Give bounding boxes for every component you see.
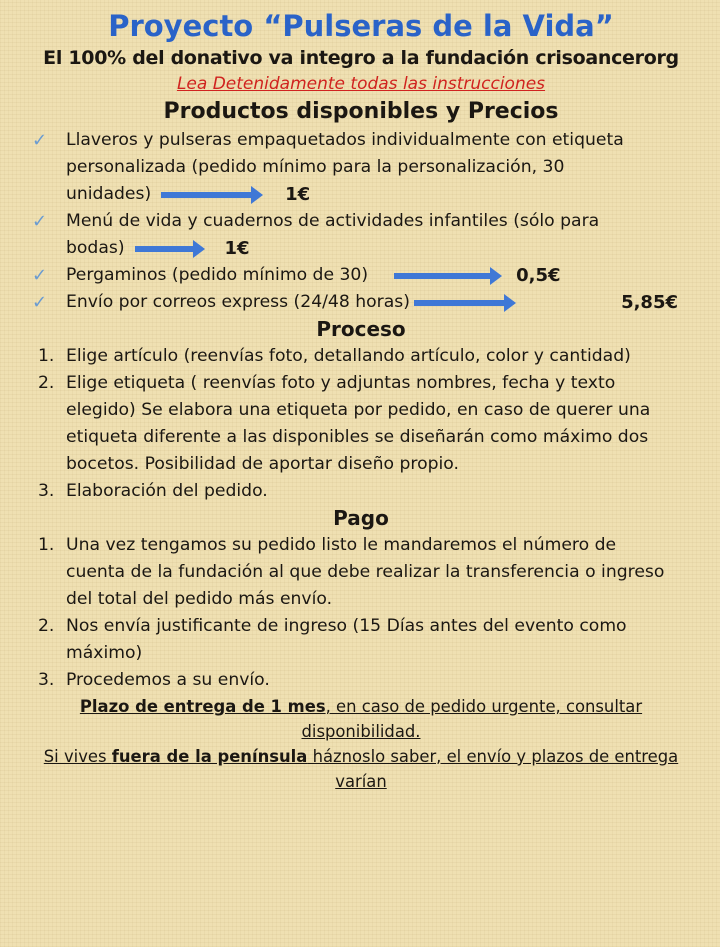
check-icon: ✓ (32, 265, 48, 286)
arrow-icon (135, 246, 195, 252)
outside-note-text: háznoslo saber, el envío y plazos de entrega (307, 747, 679, 766)
payment-steps (20, 532, 702, 694)
step-number: 2. (38, 373, 55, 393)
outside-note-text: varían (335, 772, 387, 791)
step-line: Elige etiqueta ( reenvías foto y adjuntas nombres, fecha y texto (66, 373, 616, 393)
list-item (20, 370, 702, 478)
step-line: etiqueta diferente a las disponibles se diseñarán como máximo dos (66, 427, 649, 447)
product-line: Menú de vida y cuadernos de actividades infantiles (sólo para (66, 211, 600, 231)
payment-heading: Pago (333, 506, 389, 530)
subtitle: El 100% del donativo va integro a la fundación crisoancerorg (43, 47, 679, 69)
list-item (20, 478, 702, 505)
step-line: Una vez tengamos su pedido listo le mandaremos el número de (66, 535, 617, 555)
product-item-shipping (20, 289, 702, 316)
step-line: del total del pedido más envío. (66, 589, 333, 609)
delivery-note (20, 694, 702, 744)
arrow-icon (161, 192, 253, 198)
outside-peninsula-note (20, 744, 702, 794)
step-line: bocetos. Posibilidad de aportar diseño propio. (66, 454, 459, 474)
check-icon: ✓ (32, 211, 48, 232)
product-line: Pergaminos (pedido mínimo de 30) (66, 265, 369, 285)
products-heading: Productos disponibles y Precios (163, 99, 559, 124)
arrow-icon (394, 273, 492, 279)
product-line: bodas) (66, 238, 125, 258)
list-item (20, 613, 702, 667)
step-number: 1. (38, 346, 55, 366)
step-number: 1. (38, 535, 55, 555)
check-icon: ✓ (32, 292, 48, 313)
page-title: Proyecto “Pulseras de la Vida” (108, 9, 614, 43)
product-line: Envío por correos express (24/48 horas) (66, 292, 410, 312)
product-list (20, 127, 702, 316)
outside-peninsula-label: fuera de la península (111, 747, 308, 766)
instructions-warning: Lea Detenidamente todas las instrucciones (176, 74, 546, 94)
product-price-row (66, 235, 702, 262)
product-item-menu (20, 208, 702, 262)
product-price-row (66, 181, 702, 208)
arrow-icon (414, 300, 506, 306)
process-steps (20, 343, 702, 505)
step-line: Nos envía justificante de ingreso (15 Días antes del evento como (66, 616, 627, 636)
product-price: 1€ (285, 184, 311, 205)
step-number: 2. (38, 616, 55, 636)
step-line: Elaboración del pedido. (66, 481, 268, 501)
process-heading: Proceso (316, 317, 406, 341)
outside-note-text: Si vives (43, 747, 112, 766)
product-price-row (66, 262, 702, 289)
delivery-deadline: Plazo de entrega de 1 mes (79, 697, 326, 716)
product-price: 0,5€ (516, 265, 561, 286)
product-item-parchments (20, 262, 702, 289)
step-line: máximo) (66, 643, 143, 663)
step-number: 3. (38, 670, 55, 690)
product-item-keychains (20, 127, 702, 208)
list-item (20, 532, 702, 613)
list-item (20, 667, 702, 694)
check-icon: ✓ (32, 130, 48, 151)
product-line: Llaveros y pulseras empaquetados individualmente con etiqueta (66, 130, 624, 150)
product-line: unidades) (66, 184, 152, 204)
product-price: 5,85€ (621, 292, 678, 313)
delivery-note-text: , en caso de pedido urgente, consultar (325, 697, 643, 716)
step-line: Elige artículo (reenvías foto, detallando artículo, color y cantidad) (66, 346, 631, 366)
product-price-row (66, 289, 702, 316)
product-line: personalizada (pedido mínimo para la personalización, 30 (66, 157, 565, 177)
product-price: 1€ (224, 238, 250, 259)
step-line: Procedemos a su envío. (66, 670, 270, 690)
step-line: elegido) Se elabora una etiqueta por pedido, en caso de querer una (66, 400, 651, 420)
delivery-note-text: disponibilidad. (301, 722, 421, 741)
step-line: cuenta de la fundación al que debe realizar la transferencia o ingreso (66, 562, 665, 582)
step-number: 3. (38, 481, 55, 501)
list-item (20, 343, 702, 370)
